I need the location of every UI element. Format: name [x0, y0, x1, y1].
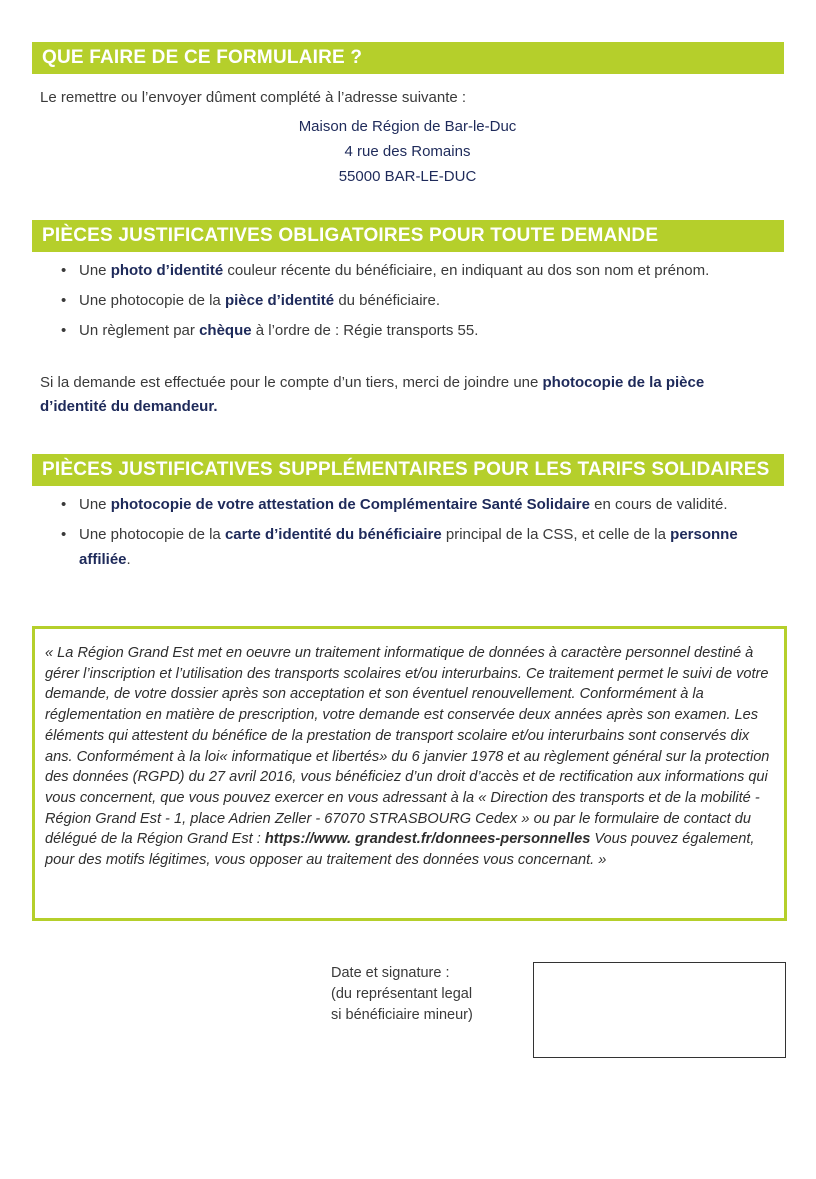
data-protection-link[interactable]: https://www. grandest.fr/donnees-personnelles [264, 831, 591, 848]
list-item: • Une photocopie de la pièce d’identité du bénéficiaire. [48, 288, 748, 313]
solidarity-documents-list [48, 492, 748, 577]
postal-address [200, 114, 615, 189]
data-protection-notice: « La Région Grand Est met en oeuvre un traitement informatique de données à caractère personnel destiné à gérer l’inscription et l’utilisation des transports scolaires et/ou interurbains. Ce traitement permet le suivi de votre demande, de votre dossier après son acceptation et son éventuel renouvellement. Conformément à la réglementation en matière de prescription, votre demande est conservée deux années après son examen. Les éléments qui attestent du bénéfice de la prestation de transport scolaire et/ou interurbains sont conservés dix ans. Conformément à la loi« informatique et libertés» du 6 janvier 1978 et au règlement général sur la protection des données (RGPD) du 27 avril 2016, vous bénéficiez d’un droit d’accès et de rectification aux informations qui vous concernent, que vous pouvez exercer en vous adressant à la « Direction des transports et de la mobilité - Région Grand Est - 1, place Adrien Zeller - 67070 STRASBOURG Cedex » ou par le formulaire de contact du délégué de la Région Grand Est : https://www. grandest.fr/donnees-personnelles Vous pouvez également, pour des motifs légitimes, vous opposer au traitement des données vous concernant. » [32, 626, 787, 921]
section-title-mandatory-documents: PIÈCES JUSTIFICATIVES OBLIGATOIRES POUR TOUTE DEMANDE [32, 220, 784, 252]
list-item: • Un règlement par chèque à l’ordre de : Régie transports 55. [48, 318, 748, 343]
mandatory-documents-list [48, 258, 748, 348]
section-title-what-to-do: QUE FAIRE DE CE FORMULAIRE ? [32, 42, 784, 74]
signature-box[interactable] [533, 962, 786, 1058]
list-item: • Une photocopie de votre attestation de Complémentaire Santé Solidaire en cours de validité. [48, 492, 748, 517]
address-line: Maison de Région de Bar-le-Duc [298, 118, 517, 135]
address-line: 55000 BAR-LE-DUC [338, 168, 477, 185]
list-item: • Une photo d’identité couleur récente du bénéficiaire, en indiquant au dos son nom et prénom. [48, 258, 748, 283]
third-party-note: Si la demande est effectuée pour le compte d’un tiers, merci de joindre une photocopie de la pièce d’identité du demandeur. [40, 374, 705, 415]
address-line: 4 rue des Romains [344, 143, 471, 160]
list-item: • Une photocopie de la carte d’identité du bénéficiaire principal de la CSS, et celle de la personne affiliée. [48, 522, 748, 572]
section-intro: Le remettre ou l’envoyer dûment complété à l’adresse suivante : [40, 89, 467, 106]
section-title-solidarity-documents: PIÈCES JUSTIFICATIVES SUPPLÉMENTAIRES POUR LES TARIFS SOLIDAIRES [32, 454, 784, 486]
signature-label: Date et signature : (du représentant legal si bénéficiaire mineur) [331, 965, 473, 1023]
